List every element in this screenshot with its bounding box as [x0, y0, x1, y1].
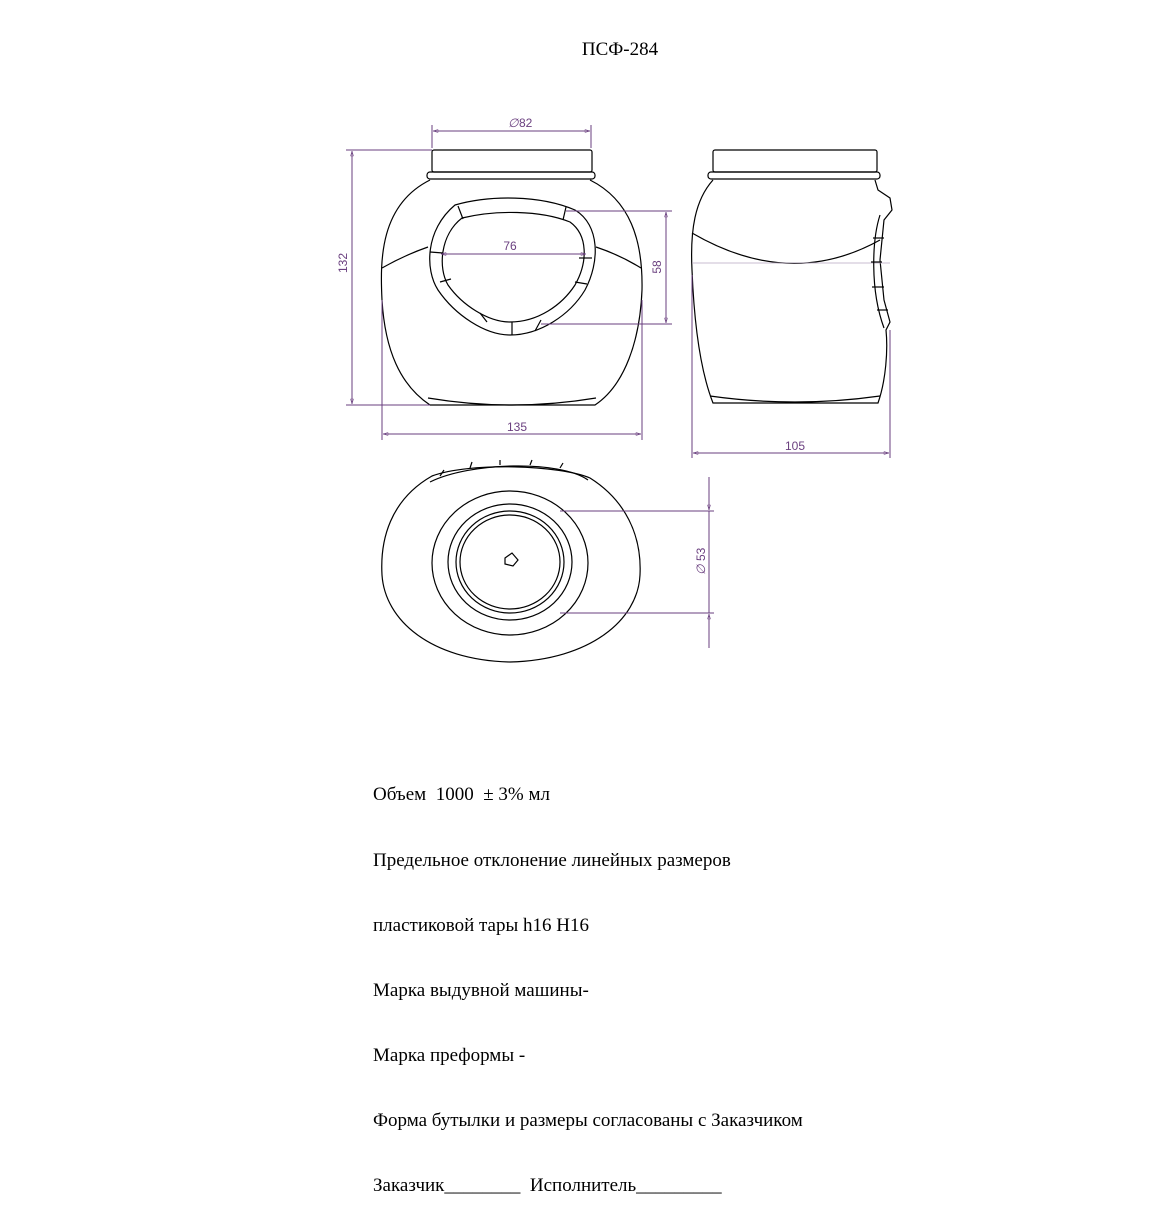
dim-side-depth: 105 [784, 439, 806, 453]
top-neck-ring-inner [456, 511, 564, 613]
front-body-outline [381, 180, 642, 405]
dimension-labels [336, 116, 805, 575]
front-neck-ring [427, 172, 595, 179]
top-neck-ring-outer [448, 504, 572, 620]
front-base [428, 398, 596, 405]
notes-block [373, 741, 803, 1218]
top-view [382, 460, 640, 662]
side-cap [713, 150, 877, 172]
note-blow-machine: Марка выдувной машины- [373, 979, 589, 1001]
top-cap-rim [460, 515, 560, 609]
dim-neck-diameter: 82 [519, 116, 533, 130]
dim-height: 132 [336, 252, 350, 274]
svg-text:∅: ∅ [508, 116, 519, 130]
note-preform: Марка преформы - [373, 1044, 526, 1066]
side-base [710, 396, 880, 402]
front-view [381, 150, 642, 405]
top-handle-ridge [430, 466, 588, 482]
note-signatures: Заказчик________ Исполнитель_________ [373, 1175, 722, 1197]
side-shoulder [692, 233, 880, 263]
front-cap [432, 150, 592, 172]
svg-text:∅: ∅ [694, 564, 708, 575]
note-volume: Объем 1000 ± 3% мл [373, 784, 550, 806]
note-tolerance-1: Предельное отклонение линейных размеров [373, 849, 731, 871]
note-agreed: Форма бутылки и размеры согласованы с Заказчиком [373, 1109, 803, 1131]
dim-handle-width: 76 [503, 239, 517, 253]
drawing-title: ПСФ-284 [581, 39, 659, 60]
note-tolerance-2: пластиковой тары h16 H16 [373, 914, 589, 936]
front-handle-inner [442, 212, 584, 322]
side-neck-ring [708, 172, 880, 179]
top-center-mark [505, 553, 518, 566]
front-handle-outer [430, 198, 596, 335]
dim-front-width: 135 [506, 420, 528, 434]
top-outer-outline [382, 467, 640, 662]
dim-top-diameter: 53 [694, 547, 708, 561]
side-body-outline [692, 180, 892, 403]
front-shoulder-right [596, 247, 641, 268]
side-view [692, 150, 892, 403]
front-shoulder-left [382, 247, 428, 268]
dim-handle-height: 58 [650, 260, 664, 274]
dimension-lines [346, 125, 890, 648]
